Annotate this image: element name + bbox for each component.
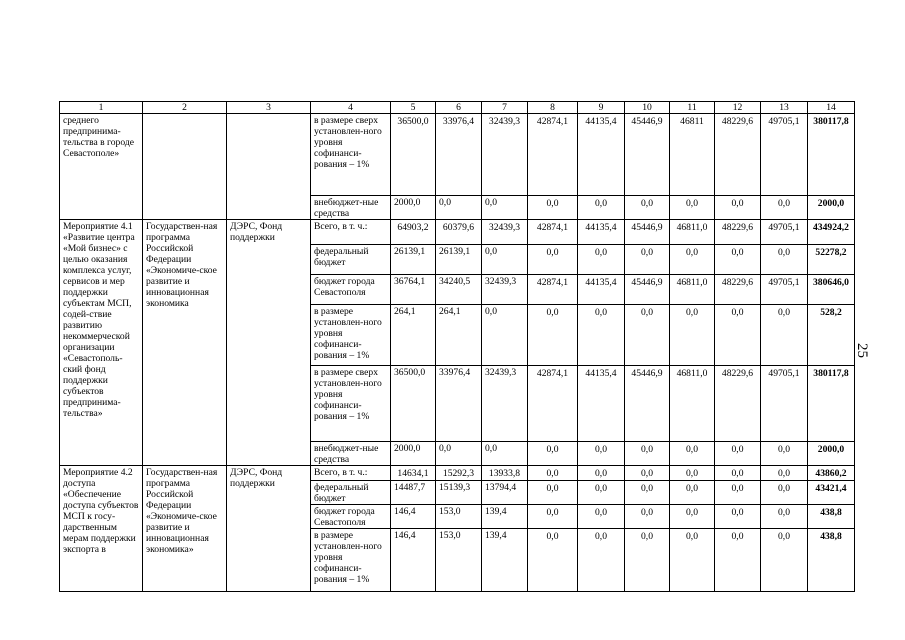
- funding-source: бюджет города Севастополя: [311, 275, 391, 305]
- total-value: 43421,4: [808, 481, 855, 505]
- measure-executor: ДЭРС, Фонд поддержки: [227, 466, 311, 592]
- total-value: 380117,8: [808, 366, 855, 442]
- year-value: 26139,1: [391, 245, 436, 275]
- year-value: 33976,4: [436, 366, 482, 442]
- year-value: 48229,6: [715, 366, 761, 442]
- year-value: 0,0: [436, 196, 482, 220]
- year-value: 0,0: [436, 442, 482, 466]
- header-cell: 11: [670, 102, 715, 114]
- year-value: 0,0: [715, 481, 761, 505]
- year-value: 13933,8: [482, 466, 528, 481]
- year-value: 0,0: [578, 305, 625, 366]
- year-value: 15292,3: [436, 466, 482, 481]
- year-value: 36500,0: [391, 366, 436, 442]
- year-value: 49705,1: [761, 366, 808, 442]
- year-value: 0,0: [761, 505, 808, 529]
- year-value: 0,0: [715, 305, 761, 366]
- year-value: 49705,1: [761, 220, 808, 245]
- year-value: 64903,2: [391, 220, 436, 245]
- year-value: 48229,6: [715, 275, 761, 305]
- funding-source: федеральный бюджет: [311, 245, 391, 275]
- total-value: 528,2: [808, 305, 855, 366]
- year-value: 0,0: [578, 245, 625, 275]
- year-value: 13794,4: [482, 481, 528, 505]
- funding-source: в размере установлен-ного уровня софинанси-рования – 1%: [311, 529, 391, 592]
- year-value: 44135,4: [578, 114, 625, 196]
- total-value: 43860,2: [808, 466, 855, 481]
- year-value: 14634,1: [391, 466, 436, 481]
- year-value: 0,0: [482, 245, 528, 275]
- year-value: 2000,0: [391, 442, 436, 466]
- funding-source: в размере сверх установлен-ного уровня софинанси-рования – 1%: [311, 366, 391, 442]
- year-value: 264,1: [436, 305, 482, 366]
- year-value: 139,4: [482, 505, 528, 529]
- year-value: 0,0: [761, 466, 808, 481]
- year-value: 0,0: [482, 442, 528, 466]
- measure-executor: [227, 114, 311, 220]
- year-value: 0,0: [625, 305, 670, 366]
- year-value: 45446,9: [625, 275, 670, 305]
- year-value: 46811,0: [670, 220, 715, 245]
- measure-program: [143, 114, 227, 220]
- year-value: 0,0: [625, 196, 670, 220]
- year-value: 42874,1: [528, 275, 578, 305]
- total-value: 380117,8: [808, 114, 855, 196]
- year-value: 46811,0: [670, 366, 715, 442]
- year-value: 32439,3: [482, 220, 528, 245]
- measure-title: Мероприятие 4.1 «Развитие центра «Мой бизнес» с целью оказания комплекса услуг, сервисов и мер поддержки субъектам МСП, содей-ствие развитию некоммерческой организации «Севастополь-ский фонд поддержки субъектов предпринима-тельства»: [60, 220, 143, 466]
- year-value: 14487,7: [391, 481, 436, 505]
- year-value: 0,0: [528, 481, 578, 505]
- year-value: 0,0: [670, 505, 715, 529]
- year-value: 0,0: [578, 442, 625, 466]
- header-cell: 1: [60, 102, 143, 114]
- year-value: 0,0: [670, 466, 715, 481]
- header-row: [60, 102, 855, 114]
- header-cell: 9: [578, 102, 625, 114]
- funding-source: внебюджет-ные средства: [311, 196, 391, 220]
- funding-source: в размере установлен-ного уровня софинанси-рования – 1%: [311, 305, 391, 366]
- year-value: 0,0: [625, 505, 670, 529]
- year-value: 0,0: [528, 529, 578, 592]
- year-value: 48229,6: [715, 220, 761, 245]
- year-value: 0,0: [670, 245, 715, 275]
- year-value: 36764,1: [391, 275, 436, 305]
- year-value: 0,0: [761, 196, 808, 220]
- table-row: [60, 220, 855, 245]
- year-value: 0,0: [528, 196, 578, 220]
- year-value: 139,4: [482, 529, 528, 592]
- year-value: 0,0: [761, 529, 808, 592]
- year-value: 44135,4: [578, 366, 625, 442]
- year-value: 0,0: [670, 196, 715, 220]
- year-value: 42874,1: [528, 220, 578, 245]
- year-value: 0,0: [578, 529, 625, 592]
- year-value: 264,1: [391, 305, 436, 366]
- total-value: 438,8: [808, 505, 855, 529]
- year-value: 0,0: [761, 481, 808, 505]
- year-value: 15139,3: [436, 481, 482, 505]
- year-value: 34240,5: [436, 275, 482, 305]
- year-value: 36500,0: [391, 114, 436, 196]
- year-value: 42874,1: [528, 366, 578, 442]
- year-value: 0,0: [670, 529, 715, 592]
- year-value: 0,0: [528, 305, 578, 366]
- table-row: [60, 114, 855, 196]
- table-row: [60, 466, 855, 481]
- header-cell: 8: [528, 102, 578, 114]
- year-value: 32439,3: [482, 366, 528, 442]
- year-value: 0,0: [578, 481, 625, 505]
- year-value: 26139,1: [436, 245, 482, 275]
- funding-source: в размере сверх установлен-ного уровня софинанси-рования – 1%: [311, 114, 391, 196]
- measure-executor: ДЭРС, Фонд поддержки: [227, 220, 311, 466]
- year-value: 0,0: [528, 466, 578, 481]
- year-value: 0,0: [625, 481, 670, 505]
- year-value: 32439,3: [482, 114, 528, 196]
- year-value: 45446,9: [625, 220, 670, 245]
- year-value: 0,0: [715, 196, 761, 220]
- year-value: 42874,1: [528, 114, 578, 196]
- header-cell: 3: [227, 102, 311, 114]
- measure-title: Мероприятие 4.2 доступа «Обеспечение доступа субъектов МСП к госу-дарственным мерам поддержки экспорта в: [60, 466, 143, 592]
- year-value: 0,0: [528, 505, 578, 529]
- year-value: 60379,6: [436, 220, 482, 245]
- year-value: 0,0: [578, 505, 625, 529]
- year-value: 0,0: [625, 442, 670, 466]
- year-value: 0,0: [482, 305, 528, 366]
- total-value: 438,8: [808, 529, 855, 592]
- funding-source: Всего, в т. ч.:: [311, 220, 391, 245]
- funding-source: внебюджет-ные средства: [311, 442, 391, 466]
- year-value: 44135,4: [578, 275, 625, 305]
- year-value: 0,0: [715, 245, 761, 275]
- header-cell: 4: [311, 102, 391, 114]
- header-cell: 6: [436, 102, 482, 114]
- total-value: 52278,2: [808, 245, 855, 275]
- year-value: 45446,9: [625, 114, 670, 196]
- year-value: 0,0: [625, 466, 670, 481]
- total-value: 2000,0: [808, 442, 855, 466]
- header-cell: 12: [715, 102, 761, 114]
- year-value: 0,0: [528, 442, 578, 466]
- header-cell: 2: [143, 102, 227, 114]
- header-cell: 10: [625, 102, 670, 114]
- year-value: 32439,3: [482, 275, 528, 305]
- total-value: 380646,0: [808, 275, 855, 305]
- year-value: 45446,9: [625, 366, 670, 442]
- total-value: 2000,0: [808, 196, 855, 220]
- year-value: 33976,4: [436, 114, 482, 196]
- year-value: 2000,0: [391, 196, 436, 220]
- measure-program: Государствен-ная программа Российской Федерации «Экономиче-ское развитие и инновационная экономика»: [143, 466, 227, 592]
- year-value: 0,0: [715, 442, 761, 466]
- funding-source: Всего, в т. ч.:: [311, 466, 391, 481]
- year-value: 46811: [670, 114, 715, 196]
- year-value: 0,0: [578, 196, 625, 220]
- funding-source: федеральный бюджет: [311, 481, 391, 505]
- year-value: 0,0: [670, 305, 715, 366]
- measure-title: среднего предпринима-тельства в городе Севастополе»: [60, 114, 143, 220]
- year-value: 0,0: [715, 529, 761, 592]
- year-value: 0,0: [528, 245, 578, 275]
- year-value: 0,0: [761, 305, 808, 366]
- year-value: 0,0: [715, 505, 761, 529]
- year-value: 153,0: [436, 529, 482, 592]
- year-value: 0,0: [761, 442, 808, 466]
- year-value: 0,0: [482, 196, 528, 220]
- funding-source: бюджет города Севастополя: [311, 505, 391, 529]
- header-cell: 14: [808, 102, 855, 114]
- year-value: 146,4: [391, 505, 436, 529]
- year-value: 0,0: [670, 442, 715, 466]
- year-value: 0,0: [670, 481, 715, 505]
- year-value: 0,0: [578, 466, 625, 481]
- header-cell: 13: [761, 102, 808, 114]
- year-value: 49705,1: [761, 275, 808, 305]
- page-number: 25: [854, 343, 870, 358]
- year-value: 44135,4: [578, 220, 625, 245]
- year-value: 0,0: [715, 466, 761, 481]
- year-value: 153,0: [436, 505, 482, 529]
- year-value: 146,4: [391, 529, 436, 592]
- year-value: 0,0: [625, 245, 670, 275]
- total-value: 434924,2: [808, 220, 855, 245]
- year-value: 46811,0: [670, 275, 715, 305]
- year-value: 0,0: [761, 245, 808, 275]
- year-value: 48229,6: [715, 114, 761, 196]
- measure-program: Государствен-ная программа Российской Федерации «Экономиче-ское развитие и инновационная экономика: [143, 220, 227, 466]
- budget-table: [59, 101, 855, 592]
- header-cell: 5: [391, 102, 436, 114]
- year-value: 49705,1: [761, 114, 808, 196]
- year-value: 0,0: [625, 529, 670, 592]
- header-cell: 7: [482, 102, 528, 114]
